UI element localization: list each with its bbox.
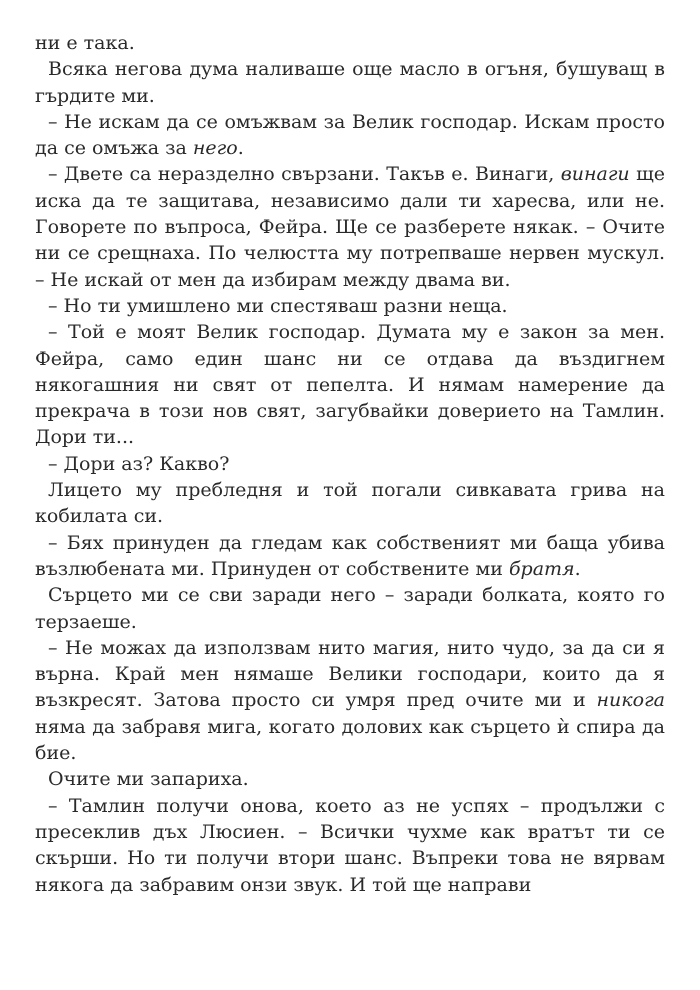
text-segment: – Бях принуден да гледам как собственият ми баща убива възлюбената ми. Принуден от собствените ми <box>35 531 665 580</box>
text-segment: няма да забравя мига, когато долових как сърцето ѝ спира да бие. <box>35 715 665 765</box>
paragraph <box>35 319 665 450</box>
text-segment: – Дори аз? Какво? <box>48 452 230 475</box>
paragraph <box>35 530 665 583</box>
italic-text: братя <box>508 557 575 580</box>
text-segment: – Но ти умишлено ми спестяваш разни неща. <box>48 294 508 317</box>
paragraph <box>35 451 665 477</box>
paragraph <box>35 56 665 109</box>
text-segment: Очите ми запариха. <box>48 768 249 791</box>
text-segment: – Двете са неразделно свързани. Такъв е. Винаги, <box>48 163 561 186</box>
text-segment: ще иска да те защитава, независимо дали ти харесва, или не. Говорете по въпроса, Фейра. Ще се разберете някак. – Очите ни се срещнаха. По челюстта му потрепваше нервен мускул. – Не искай от мен да избирам между двама ви. <box>35 163 665 291</box>
paragraph <box>35 635 665 766</box>
italic-text: него <box>192 137 238 160</box>
text-segment: Сърцето ми се сви заради него – заради болката, която го терзаеше. <box>35 584 665 633</box>
book-page <box>35 30 665 898</box>
text-segment: Лицето му пребледня и той погали сивкавата грива на кобилата си. <box>35 479 665 528</box>
text-segment: – Той е моят Велик господар. Думата му е закон за мен. Фейра, само един шанс ни се отдава да въздигнем някогашния ни свят от пепелта. И нямам намерение да прекрача в този нов свят, загубвайки доверието на Тамлин. Дори ти... <box>35 321 665 449</box>
paragraph <box>35 109 665 162</box>
text-segment: ни е така. <box>35 32 135 54</box>
text-segment: – Не можах да използвам нито магия, нито чудо, за да си я върна. Край мен нямаше Велики господари, които да я възкресят. Затова просто си умря пред очите ми и <box>35 636 665 712</box>
italic-text: винаги <box>560 163 630 186</box>
text-segment: – Не искам да се омъжвам за Велик господар. Искам просто да се омъжа за <box>35 110 665 160</box>
text-segment: Всяка негова дума наливаше още масло в огъня, бушуващ в гърдите ми. <box>35 58 665 107</box>
italic-text: никога <box>596 689 665 712</box>
text-segment: . <box>574 557 581 580</box>
paragraph <box>35 766 665 792</box>
paragraph <box>35 293 665 319</box>
paragraph <box>35 793 665 898</box>
paragraph <box>35 30 665 56</box>
text-segment: – Тамлин получи онова, което аз не успях – продължи с пресеклив дъх Люсиен. – Всички чухме как вратът ти се скърши. Но ти получи втори шанс. Въпреки това не вярвам някога да забравим онзи звук. И той ще направи <box>35 794 665 896</box>
paragraph <box>35 582 665 635</box>
paragraph <box>35 477 665 530</box>
text-segment: . <box>237 137 244 160</box>
paragraph <box>35 161 665 292</box>
